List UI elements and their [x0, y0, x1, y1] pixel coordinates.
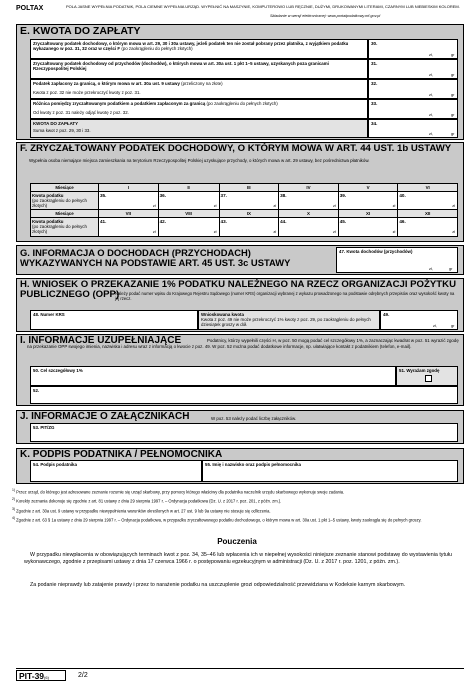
field-49[interactable] — [380, 310, 458, 330]
section-h-desc: Należy podać numer wpisu do Krajowego Rejestru Sądowego (numer KRS) organizacji wybranej z wykazu prowadzonego na podstawie odrębnych przepisów oraz wysokość kwoty na jej rzecz. — [115, 291, 455, 301]
e-row-30 — [30, 39, 368, 59]
f-amount-row-bottom — [31, 218, 458, 236]
form-code-box — [16, 670, 66, 681]
section-i-desc: Podatnicy, którzy wypełnili części H, w poz. 50 mogą podać cel szczegółowy 1%, a zaznaczając kwadrat w poz. 51 wyrazić zgodę na przekazanie OPP swojego imienia, nazwiska i adresu wraz z informacją o kwocie z poz. 49. W poz. 52 można podać dodatkowe informacje, np. ułatwiające kontakt z podatnikiem (telefon, e-mail). — [27, 338, 459, 349]
form-version: (6) — [44, 675, 49, 680]
field-49-unit: zł, — [433, 323, 437, 328]
f-month-v: V — [338, 184, 398, 192]
field-37[interactable]: 37. zł — [219, 192, 279, 210]
field-48-krs[interactable] — [30, 310, 198, 330]
poltax-logo: POLTAX — [16, 5, 44, 12]
field-34[interactable] — [368, 119, 458, 138]
field-54-label: 54. Podpis podatnika — [33, 462, 77, 467]
f-amount-label-bottom: Kwota podatku (po zaokrągleniu do pełnych złotych) — [31, 218, 99, 236]
footnotes — [12, 488, 464, 523]
e-row-32-note: (przeliczony na złote) — [181, 81, 223, 86]
field-52[interactable] — [30, 386, 458, 404]
f-month-xii: XII — [398, 210, 458, 218]
h-amount-title: Wnioskowana kwota — [201, 312, 244, 317]
field-32-gr: gr — [451, 92, 455, 97]
e-row-32 — [30, 79, 368, 99]
field-33[interactable] — [368, 99, 458, 119]
field-47-gr: gr — [449, 266, 453, 271]
f-month-iv: IV — [279, 184, 339, 192]
f-month-x: X — [279, 210, 339, 218]
field-34-gr: gr — [451, 131, 455, 136]
f-month-label-2: Miesiące — [31, 210, 99, 218]
field-42[interactable]: 42. zł — [158, 218, 219, 236]
h-amount-desc — [198, 310, 380, 330]
f-month-table — [30, 183, 458, 237]
f-month-label: Miesiące — [31, 184, 99, 192]
footnote-4: $^{4)}$ Zgodnie z art. 63 § 1a ustawy z dnia 29 sierpnia 1997 r. – Ordynacja podatkowa, w przypadku zryczałtowanego podatku dochodowego, o którym mowa w art. 30a ust. 1 pkt 1–5 ustawy, kwoty zaokrągla się do pełnych groszy. — [12, 515, 422, 523]
section-k-title: K. PODPIS PODATNIKA / PEŁNOMOCNIKA — [20, 449, 223, 460]
field-55[interactable] — [202, 460, 458, 482]
field-51-label: 51. Wyrażam zgodę — [399, 368, 440, 373]
field-49-gr: gr — [451, 323, 455, 328]
field-41[interactable]: 41. zł — [99, 218, 159, 236]
f-month-vi: VI — [398, 184, 458, 192]
section-j-desc: W poz. 53 należy podać liczbę załączników. — [211, 416, 297, 421]
field-36[interactable]: 36. zł — [158, 192, 219, 210]
footer-bar — [16, 668, 464, 681]
f-month-i: I — [99, 184, 159, 192]
field-33-gr: gr — [451, 112, 455, 117]
field-31-unit: zł, — [429, 72, 433, 77]
footnote-1: $^{1)}$ Przez urząd, do którego jest adresowane zeznanie rozumie się urząd skarbowy, przy pomocy którego właściwy dla podatnika naczelnik urzędu skarbowego wykonuje swoje zadania. — [12, 488, 345, 495]
f-months-row-top — [31, 184, 458, 192]
field-30-num: 30. — [371, 41, 378, 46]
field-51 — [396, 366, 458, 386]
field-46[interactable]: 46. zł — [398, 218, 458, 236]
section-e-title: E. KWOTA DO ZAPŁATY — [20, 25, 141, 37]
e-row-30-note: (po zaokrągleniu do pełnych złotych) — [121, 46, 193, 52]
field-30[interactable] — [368, 39, 458, 59]
f-month-ii: II — [158, 184, 219, 192]
field-52-label: 52. — [33, 388, 40, 393]
footnote-2: $^{2)}$ Korekty zeznania dokonuje się zgodnie z art. 81 ustawy z dnia 29 sierpnia 1997 r. – Ordynacja podatkowa (Dz. U. z 2017 r. poz. 201, z późn. zm.). — [12, 497, 282, 504]
e-row-33-note2: Od kwoty z poz. 31 należy odjąć kwotę z poz. 32. — [33, 110, 129, 116]
field-47-unit: zł, — [429, 266, 433, 271]
e-row-33-label: Różnica pomiędzy zryczałtowanym podatkiem a podatkiem zapłaconym za granicą — [33, 101, 206, 106]
f-amount-row-top — [31, 192, 458, 210]
field-54[interactable] — [30, 460, 202, 482]
e-row-34 — [30, 119, 368, 138]
h-amount-note: Kwota z poz. 49 nie może przekroczyć 1% kwoty z poz. 29, po zaokrągleniu do pełnych dziesiątek groszy w dół. — [201, 317, 371, 328]
field-50-label: 50. Cel szczegółowy 1% — [33, 368, 83, 373]
field-31-num: 31. — [371, 61, 378, 66]
field-33-num: 33. — [371, 101, 378, 106]
page-number: 2/2 — [78, 672, 88, 679]
field-39[interactable]: 39. zł — [338, 192, 398, 210]
field-33-unit: zł, — [429, 112, 433, 117]
field-47-label: 47. Kwota dochodów (przychodów) — [339, 249, 413, 254]
field-30-unit: zł, — [429, 52, 433, 57]
f-month-xi: XI — [338, 210, 398, 218]
consent-checkbox[interactable] — [425, 375, 432, 382]
field-43[interactable]: 43. zł — [219, 218, 279, 236]
f-month-ix: IX — [219, 210, 279, 218]
section-i-title: I. INFORMACJE UZUPEŁNIAJĄCE — [20, 335, 182, 346]
form-code: PIT-39 — [19, 671, 45, 681]
e-row-32-label: Podatek zapłacony za granicą, o którym mowa w art. 30a ust. 9 ustawy — [33, 81, 180, 86]
e-row-31 — [30, 59, 368, 79]
pouczenia-p1: W przypadku niewpłacenia w obowiązujących terminach kwot z poz. 34, 35–46 lub wpłacenia ich w niepełnej wysokości niniejsze zeznanie stanowi podstawę do wystawienia tytułu wykonawczego, zgodnie z przepisami ustawy z dnia 17 czerwca 1966 r. o postępowaniu egzekucyjnym w administracji (Dz. U. z 2017 r. poz. 1201, z późn. zm.). — [24, 552, 452, 566]
field-34-unit: zł, — [429, 131, 433, 136]
e-row-30-label: Zryczałtowany podatek dochodowy, o którym mowa w art. 29, 30 i 30a ustawy, jeżeli podatek ten nie został pobrany przez płatnika, z wyjątkiem podatku wykazanego w poz. 31, 32 oraz w części F — [33, 41, 349, 52]
section-f-title: F. ZRYCZAŁTOWANY PODATEK DOCHODOWY, O KTÓRYM MOWA W ART. 44 UST. 1b USTAWY — [20, 143, 452, 154]
field-48-label: 48. Numer KRS — [33, 312, 65, 317]
e-row-32-note2: Kwota z poz. 32 nie może przekroczyć kwoty z poz. 31. — [33, 90, 141, 96]
field-32-unit: zł, — [429, 92, 433, 97]
f-month-viii: VIII — [158, 210, 219, 218]
field-44[interactable]: 44. zł — [279, 218, 339, 236]
pouczenia-title: Pouczenia — [217, 537, 257, 546]
e-row-33 — [30, 99, 368, 119]
f-amount-label-top: Kwota podatku (po zaokrągleniu do pełnych złotych) — [31, 192, 99, 210]
pouczenia-p2: Za podanie nieprawdy lub zatajenie prawdy i przez to narażenie podatku na uszczuplenie grozi odpowiedzialność przewidziana w Kodeksie karnym skarbowym. — [30, 582, 406, 588]
footnote-3: $^{3)}$ Zgodnie z art. 30a ust. 9 ustawy w przypadku niewypełnienia warunków określonych w art. 27 ust. 9 lub 9a ustawy nie stosuje się odliczenia. — [12, 506, 271, 513]
f-month-vii: VII — [99, 210, 159, 218]
e-row-34-label: KWOTA DO ZAPŁATY — [33, 121, 79, 126]
section-j-title: J. INFORMACJE O ZAŁĄCZNIKACH — [20, 411, 190, 422]
field-31-gr: gr — [451, 72, 455, 77]
f-month-iii: III — [219, 184, 279, 192]
field-53[interactable] — [30, 423, 458, 442]
e-row-31-label: Zryczałtowany podatek dochodowy od przychodów (dochodów), o których mowa w art. 30a ust. 1 pkt 1–5 ustawy, uzyskanych poza granicami Rzeczypospolitej Polskiej — [33, 61, 329, 72]
section-g-title: G. INFORMACJA O DOCHODACH (PRZYCHODACH) WYKAZYWANYCH NA PODSTAWIE ART. 45 UST. 3c USTAWY — [20, 247, 291, 268]
field-47[interactable] — [336, 247, 458, 273]
field-30-gr: gr — [451, 52, 455, 57]
header-notice: POLA JASNE WYPEŁNIA PODATNIK, POLA CIEMNE WYPEŁNIA URZĄD. WYPEŁNIĆ NA MASZYNIE, KOMPUTEROWO LUB RĘCZNIE, DUŻYMI, DRUKOWANYMI LITERAMI, CZARNYM LUB NIEBIESKIM KOLOREM. — [66, 4, 460, 9]
field-50[interactable] — [30, 366, 396, 386]
field-34-num: 34. — [371, 121, 378, 126]
e-row-33-note: (po zaokrągleniu do pełnych złotych) — [206, 101, 278, 106]
section-h-title: H. WNIOSEK O PRZEKAZANIE 1% PODATKU NALEŻNEGO NA RZECZ ORGANIZACJI POŻYTKU PUBLICZNEGO (OPP) — [20, 279, 456, 301]
field-35[interactable]: 35. zł — [99, 192, 159, 210]
field-49-num: 49. — [383, 312, 390, 317]
section-f-desc: Wypełnia osoba niemające miejsca zamieszkania na terytorium Rzeczypospolitej Polskiej uzyskujące przychody, o których mowa w art. 29 ustawy, bez pośrednictwa płatników. — [29, 158, 370, 163]
field-55-label: 55. Imię i nazwisko oraz podpis pełnomocnika — [205, 462, 301, 467]
field-53-label: 53. PIT/ZG — [33, 425, 55, 430]
e-row-34-note2: Suma kwot z poz. 29, 30 i 33. — [33, 128, 91, 134]
submit-note: Składanie w wersji elektronicznej: www.portalpodatkowy.mf.gov.pl — [270, 14, 381, 18]
field-31[interactable] — [368, 59, 458, 79]
f-months-row-bottom — [31, 210, 458, 218]
field-32[interactable] — [368, 79, 458, 99]
field-40[interactable]: 40. zł — [398, 192, 458, 210]
field-32-num: 32. — [371, 81, 378, 86]
field-45[interactable]: 45. zł — [338, 218, 398, 236]
field-38[interactable]: 38. zł — [279, 192, 339, 210]
